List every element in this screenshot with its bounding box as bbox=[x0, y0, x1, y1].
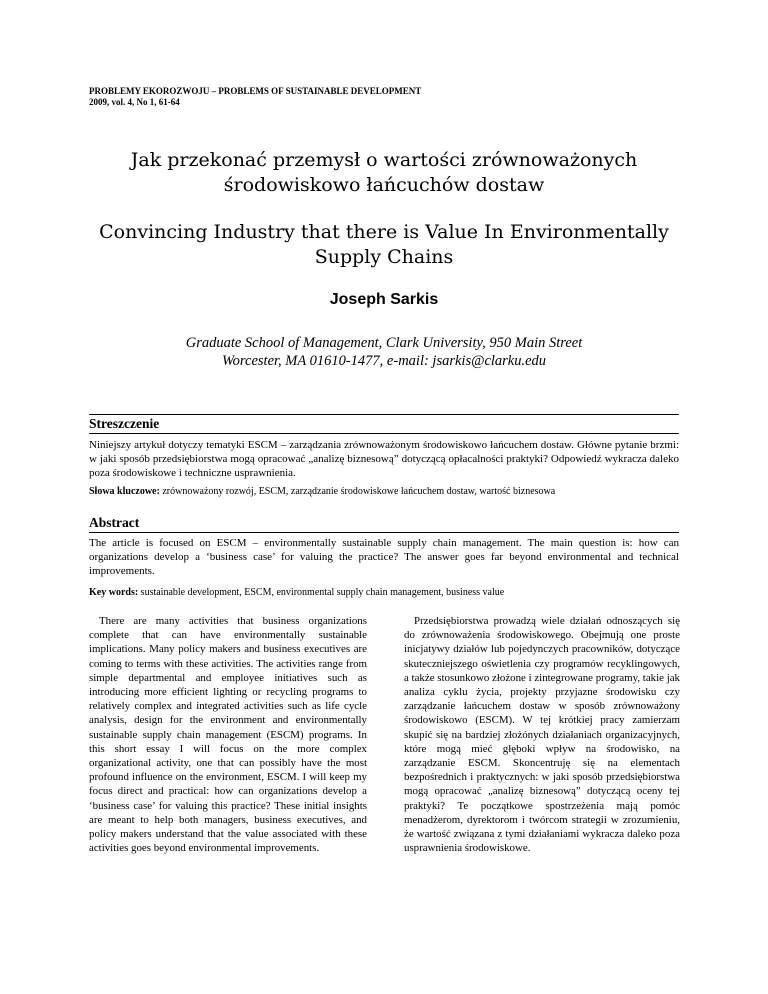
author-name: Joseph Sarkis bbox=[329, 291, 439, 308]
polish-keywords-list: zrównoważony rozwój, ESCM, zarządzanie środowiskowe łańcuchem dostaw, wartość biznesowa bbox=[159, 486, 556, 497]
title-polish-line-1: Jak przekonać przemysł o wartości zrównoważonych bbox=[130, 149, 638, 171]
title-polish bbox=[89, 148, 679, 198]
affiliation-line-1: Graduate School of Management, Clark University, 950 Main Street bbox=[185, 335, 583, 351]
title-english bbox=[89, 220, 679, 270]
journal-issue: 2009, vol. 4, No 1, 61-64 bbox=[89, 97, 180, 107]
abstract-heading: Abstract bbox=[89, 515, 140, 530]
author-affiliation bbox=[89, 334, 679, 370]
streszczenie-heading: Streszczenie bbox=[89, 416, 160, 431]
english-keywords-label: Key words: bbox=[89, 587, 139, 598]
title-english-line-1: Convincing Industry that there is Value In Environmentally bbox=[99, 221, 669, 243]
polish-keywords-label: Słowa kluczowe: bbox=[89, 486, 160, 497]
body-column-english: There are many activities that business organizations complete that can have environmentally sustainable implications. Many policy makers and business executives are coming to terms with these activities. The activities range from simple departmental and employee initiatives such as introducing more efficient lighting or recycling programs to relatively complex and integrated activities such as life cycle analysis, design for the environment and environmentally sustainable supply chain management (ESCM) programs. In this short essay I will focus on the more complex organizational activity, one that can possibly have the most profound influence on the environment, ESCM. I will keep my focus direct and practical: how can organizations develop a ‘business case’ for valuing this practice? These initial insights are meant to help both managers, business executives, and policy makers understand that the value associated with these activities goes beyond environmental improvements. bbox=[89, 615, 367, 855]
body-column-polish: Przedsiębiorstwa prowadzą wiele działań odnoszących się do zrównoważenia środowiskowego. Obejmują one proste inicjatywy działów lub pojedynczych pracowników, dotyczące skuteczniejszego oświetlenia czy programów recyklingowych, a także stosunkowo złożone i zintegrowane programy, takie jak analiza cyklu życia, projekty przyjazne środowisku czy zarządzanie łańcuchem dostaw w sposób zrównoważony środowiskowo (ESCM). W tej krótkiej pracy zamierzam skupić się na bardziej złożónych działaniach organizacyjnych, które mogą mieć głęboki wpływ na środowisko, na zarządzanie ESCM. Skoncentruję się na elementach bezpośrednich i praktycznych: w jaki sposób przedsiębiorstwa mogą opracować „analizę biznesową” dotyczącą oceny tej praktyki? Te początkowe spostrzeżenia mają pomóc menadżerom, dyrektorom i twórcom strategii w zrozumieniu, że wartość związana z tymi działaniami wykracza daleko poza usprawnienia środowiskowe. bbox=[404, 615, 680, 855]
streszczenie-bottom-rule bbox=[89, 433, 679, 434]
abstract-text: The article is focused on ESCM – environmentally sustainable supply chain management. The main question is: how can organizations develop a ‘business case’ for valuing the practice? The answer goes far beyond environmental and technical improvements. bbox=[89, 537, 679, 577]
affiliation-line-2: Worcester, MA 01610-1477, e-mail: jsarkis@clarku.edu bbox=[221, 353, 547, 369]
title-polish-line-2: środowiskowo łańcuchów dostaw bbox=[223, 174, 545, 196]
journal-name: PROBLEMY EKOROZWOJU – PROBLEMS OF SUSTAINABLE DEVELOPMENT bbox=[89, 86, 422, 96]
polish-keywords bbox=[89, 485, 679, 498]
streszczenie-top-rule bbox=[89, 414, 679, 415]
title-english-line-2: Supply Chains bbox=[314, 246, 454, 268]
journal-header bbox=[89, 86, 689, 108]
abstract-rule bbox=[89, 532, 679, 533]
english-keywords bbox=[89, 586, 679, 599]
english-keywords-list: sustainable development, ESCM, environmental supply chain management, business value bbox=[138, 587, 505, 598]
streszczenie-text: Niniejszy artykuł dotyczy tematyki ESCM – zarządzania zrównoważonym środowiskowo łańcuchem dostaw. Główne pytanie brzmi: w jaki sposób przedsiębiorstwa mogą opracować „analizę biznesową” dotyczącą opłacalności praktyki? Odpowiedź wykracza daleko poza środowiskowe i techniczne usprawnienia. bbox=[89, 439, 679, 479]
